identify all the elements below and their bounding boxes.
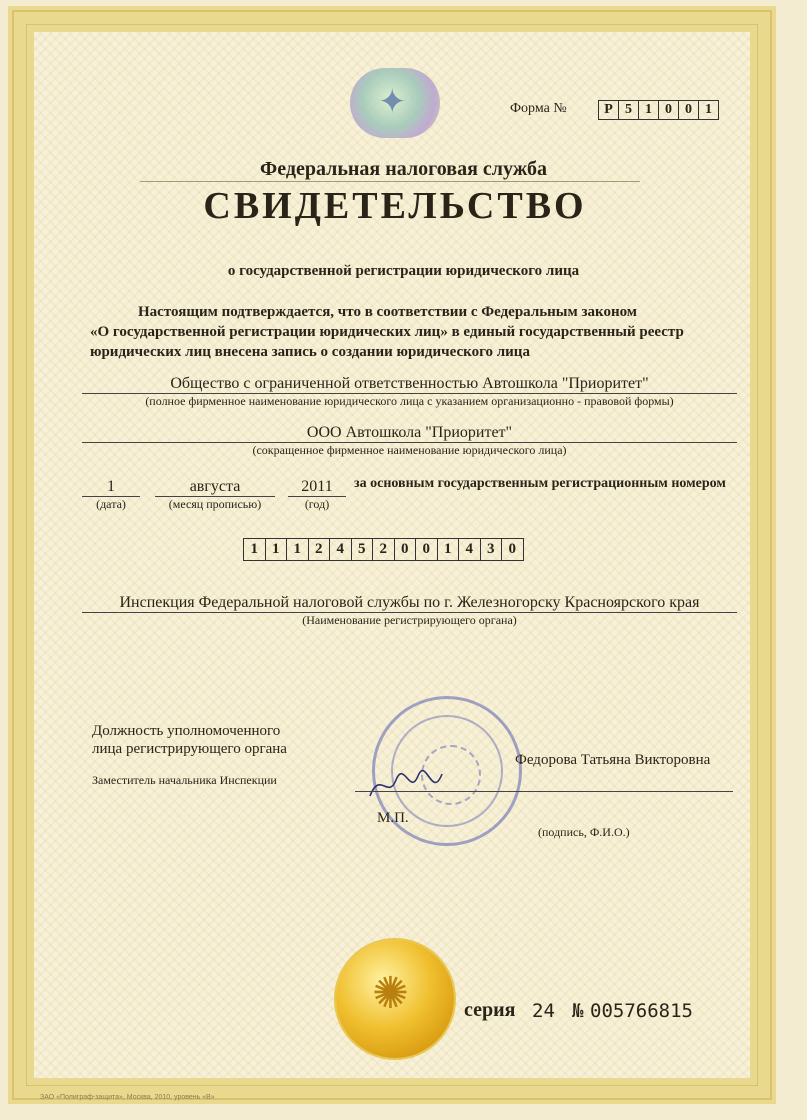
date-year-caption: (год) <box>304 497 330 511</box>
signature-caption: (подпись, Ф.И.О.) <box>538 825 630 839</box>
document-subtitle: о государственной регистрации юридического лица <box>227 263 580 279</box>
intro-paragraph <box>90 302 740 362</box>
ogrn-digit: 3 <box>481 539 503 560</box>
hologram-emblem-icon: ✦ <box>350 68 440 138</box>
form-number-label: Форма № <box>510 101 567 116</box>
date-year: 2011 <box>288 478 346 497</box>
ogrn-digit: 2 <box>373 539 395 560</box>
full-name-value: Общество с ограниченной ответственностью Автошкола "Приоритет" <box>82 375 737 394</box>
serial-number-sign: № <box>572 1000 584 1022</box>
signatory-label-line2: лица регистрирующего органа <box>92 741 287 757</box>
ogrn-boxes <box>243 538 524 561</box>
form-code-char: 0 <box>679 101 699 119</box>
authority-caption: (Наименование регистрирующего органа) <box>302 613 517 627</box>
signature-line <box>355 791 733 792</box>
ogrn-intro-text: за основным государственным регистрационным номером <box>354 476 726 491</box>
document-title: СВИДЕТЕЛЬСТВО <box>203 185 587 227</box>
ogrn-digit: 1 <box>438 539 460 560</box>
ogrn-digit: 1 <box>287 539 309 560</box>
date-day: 1 <box>82 478 140 497</box>
short-name-value: ООО Автошкола "Приоритет" <box>82 424 737 443</box>
date-month-caption: (месяц прописью) <box>168 497 262 511</box>
ogrn-digit: 0 <box>508 541 516 557</box>
signature-icon <box>366 766 446 806</box>
date-month: августа <box>155 478 275 497</box>
form-code-char: 1 <box>639 101 659 119</box>
issuer-divider <box>140 181 640 182</box>
full-name-caption: (полное фирменное наименование юридического лица с указанием организационно - правовой формы) <box>145 394 674 408</box>
ogrn-digit: 1 <box>266 539 288 560</box>
series-number: 24 <box>532 1000 555 1022</box>
form-code-char: 1 <box>705 102 712 117</box>
ogrn-digit: 0 <box>395 539 417 560</box>
ogrn-digit: 4 <box>330 539 352 560</box>
intro-line: «О государственной регистрации юридических лиц» в единый государственный реестр <box>90 324 684 340</box>
gold-seal-icon: ✺ <box>336 940 454 1058</box>
ogrn-digit: 4 <box>459 539 481 560</box>
issuer-name: Федеральная налоговая служба <box>260 158 547 180</box>
form-code-char: Р <box>599 101 619 119</box>
ogrn-digit: 1 <box>244 539 266 560</box>
form-code-boxes <box>598 100 719 120</box>
authority-value: Инспекция Федеральной налоговой службы по г. Железногорску Красноярского края <box>82 594 737 613</box>
signatory-name: Федорова Татьяна Викторовна <box>515 752 711 768</box>
signatory-position: Заместитель начальника Инспекции <box>92 773 277 787</box>
form-code-char: 5 <box>619 101 639 119</box>
intro-line: юридических лиц внесена запись о создании юридического лица <box>90 344 530 360</box>
printer-imprint: ЗАО «Полиграф-защита», Москва, 2010, уровень «В» <box>40 1094 215 1101</box>
short-name-caption: (сокращенное фирменное наименование юридического лица) <box>252 443 567 457</box>
ogrn-digit: 2 <box>309 539 331 560</box>
signatory-label-line1: Должность уполномоченного <box>92 723 281 739</box>
intro-line: Настоящим подтверждается, что в соответствии с Федеральным законом <box>138 304 638 320</box>
date-day-caption: (дата) <box>96 497 126 511</box>
ogrn-digit: 0 <box>416 539 438 560</box>
seal-place-label: М.П. <box>377 810 409 826</box>
series-label: серия <box>464 999 516 1021</box>
serial-number: 005766815 <box>590 1000 693 1022</box>
form-code-char: 0 <box>659 101 679 119</box>
ogrn-digit: 5 <box>352 539 374 560</box>
